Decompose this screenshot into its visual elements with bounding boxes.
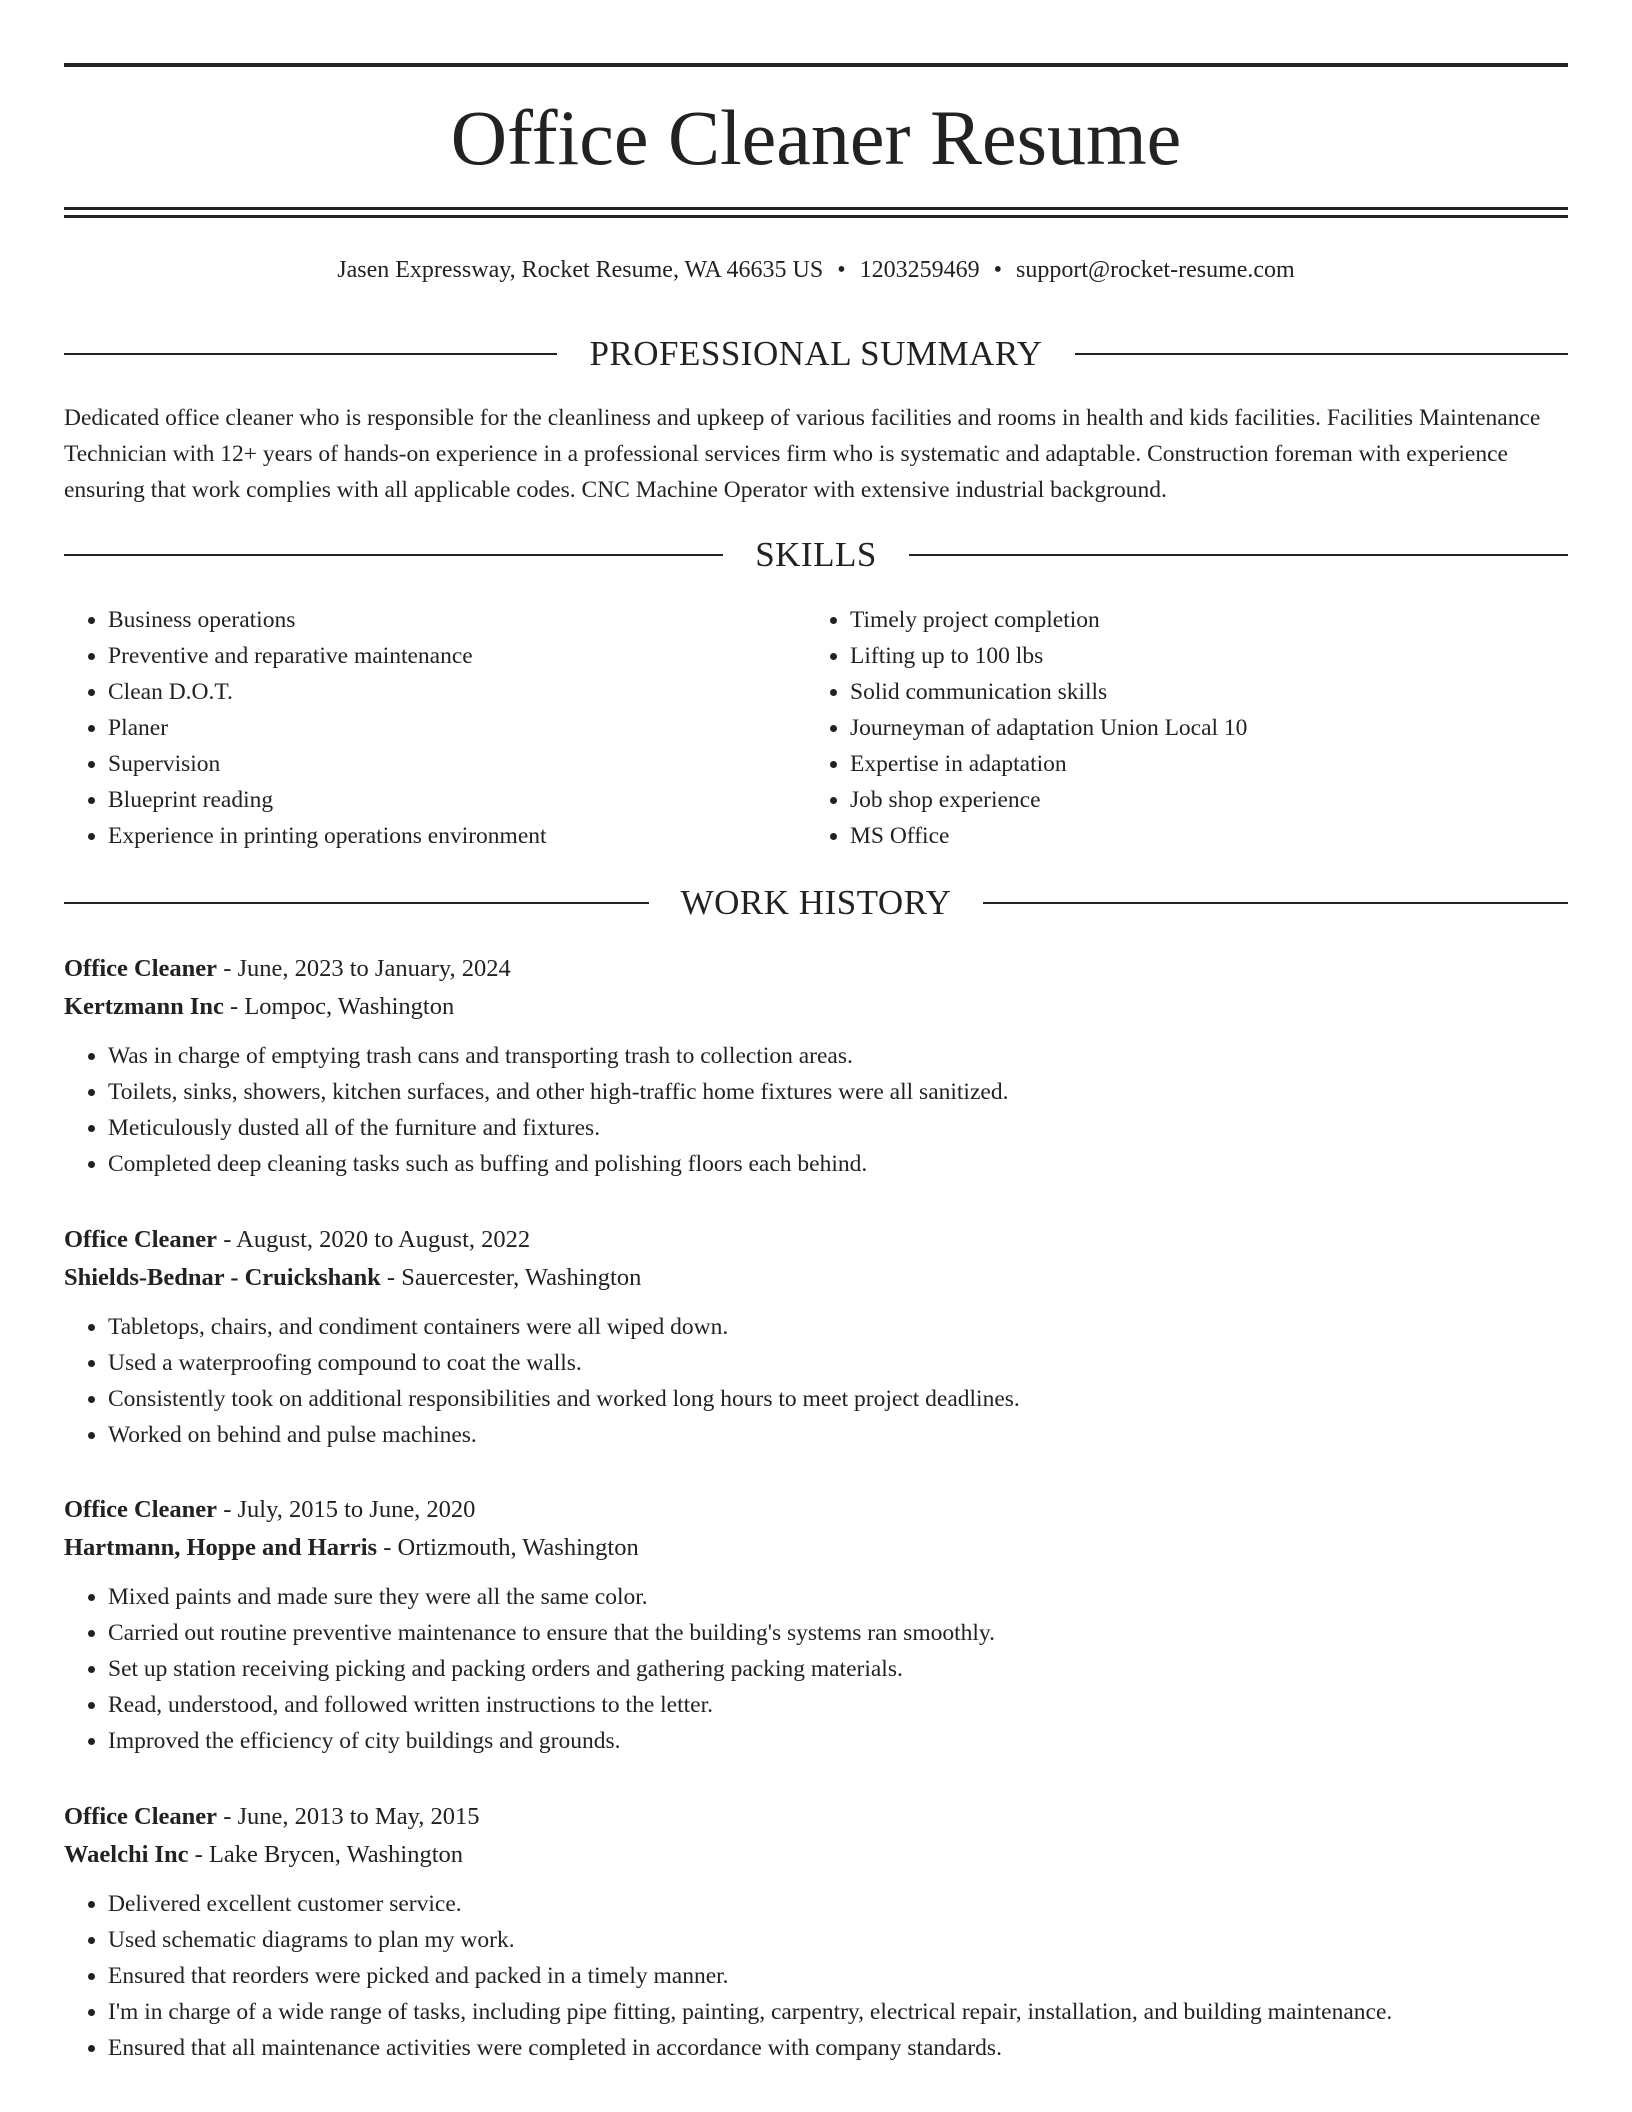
skill-item: • Supervision [108,746,547,782]
contact-address: Jasen Expressway, Rocket Resume, WA 46635 US [337,257,824,283]
summary-heading-label: PROFESSIONAL SUMMARY [589,334,1043,373]
heading-rule [983,902,1568,904]
job-location: - Ortizmouth, Washington [377,1534,639,1561]
job-bullet: • Completed deep cleaning tasks such as buffing and polishing floors each behind. [108,1146,1568,1182]
job-bullet: • Ensured that reorders were picked and packed in a timely manner. [108,1958,1568,1994]
job-bullet: • Worked on behind and pulse machines. [108,1417,1568,1453]
header-bottom-rule-2 [64,215,1568,218]
job-dates: - June, 2013 to May, 2015 [217,1803,480,1830]
job-bullets [64,1038,1568,1182]
skill-item: • Journeyman of adaptation Union Local 10 [850,710,1247,746]
job-bullet: • Consistently took on additional responsibilities and worked long hours to meet project deadlines. [108,1381,1568,1417]
job-company: Kertzmann Inc [64,993,224,1020]
job-company-line [64,1836,1568,1874]
job-entry [64,1491,1568,1759]
job-bullet: • Meticulously dusted all of the furniture and fixtures. [108,1110,1568,1146]
job-title: Office Cleaner [64,955,218,982]
job-location: - Lake Brycen, Washington [188,1841,464,1868]
skill-item: • Experience in printing operations environment [108,818,547,854]
job-company: Hartmann, Hoppe and Harris [64,1534,378,1561]
summary-text: Dedicated office cleaner who is responsible for the cleanliness and upkeep of various facilities and rooms in health and kids facilities. Facilities Maintenance Technician with 12+ years of hands-on experience in a professional services firm who is systematic and adaptable. Construction foreman with experience ensuring that work complies with all applicable codes. CNC Machine Operator with extensive industrial background. [64,405,1541,503]
work-history-heading [64,881,1568,925]
work-history-heading-label: WORK HISTORY [680,883,952,922]
skill-item: • Job shop experience [850,782,1247,818]
job-company: Waelchi Inc [64,1841,189,1868]
header-top-rule [64,63,1568,67]
job-dates: - July, 2015 to June, 2020 [217,1496,476,1523]
job-entry [64,950,1568,1182]
contact-phone: 1203259469 [859,257,980,283]
job-bullet: • Used a waterproofing compound to coat the walls. [108,1345,1568,1381]
job-title-line [64,1491,1568,1529]
job-company-line [64,1259,1568,1297]
skills-heading [64,533,1568,577]
job-bullet: • Used schematic diagrams to plan my work. [108,1922,1568,1958]
skills-list-left [64,602,547,854]
contact-line [64,254,1568,286]
page-title: Office Cleaner Resume [450,94,1182,181]
contact-separator: • [837,257,846,283]
job-bullet: • Set up station receiving picking and packing orders and gathering packing materials. [108,1651,1568,1687]
skills-list-right [806,602,1247,854]
job-title-line [64,1221,1568,1259]
job-bullet: • Read, understood, and followed written instructions to the letter. [108,1687,1568,1723]
job-title: Office Cleaner [64,1226,218,1253]
skills-heading-label: SKILLS [755,535,877,574]
header-bottom-rule [64,207,1568,210]
job-entry [64,1798,1568,2066]
job-company: Shields-Bednar - Cruickshank [64,1264,381,1291]
job-bullet: • Mixed paints and made sure they were all the same color. [108,1579,1568,1615]
skill-item: • Blueprint reading [108,782,547,818]
job-bullet: • Ensured that all maintenance activities were completed in accordance with company standards. [108,2030,1568,2066]
job-title: Office Cleaner [64,1803,218,1830]
skill-item: • Expertise in adaptation [850,746,1247,782]
job-title-line [64,1798,1568,1836]
job-bullets [64,1579,1568,1759]
job-bullet: • Tabletops, chairs, and condiment containers were all wiped down. [108,1309,1568,1345]
heading-rule [909,554,1568,556]
heading-rule [64,353,557,355]
skill-item: • Planer [108,710,547,746]
job-title: Office Cleaner [64,1496,218,1523]
skill-item: • Business operations [108,602,547,638]
job-bullets [64,1309,1568,1453]
job-location: - Lompoc, Washington [223,993,455,1020]
job-title-line [64,950,1568,988]
job-company-line [64,988,1568,1026]
job-entry [64,1221,1568,1453]
job-bullet: • I'm in charge of a wide range of tasks, including pipe fitting, painting, carpentry, electrical repair, installation, and building maintenance. [108,1994,1568,2030]
job-location: - Sauercester, Washington [380,1264,642,1291]
skill-item: • MS Office [850,818,1247,854]
job-company-line [64,1529,1568,1567]
job-dates: - August, 2020 to August, 2022 [217,1226,531,1253]
heading-rule [64,902,649,904]
skill-item: • Timely project completion [850,602,1247,638]
job-bullet: • Improved the efficiency of city buildings and grounds. [108,1723,1568,1759]
skill-item: • Clean D.O.T. [108,674,547,710]
skill-item: • Lifting up to 100 lbs [850,638,1247,674]
job-bullet: • Carried out routine preventive maintenance to ensure that the building's systems ran smoothly. [108,1615,1568,1651]
heading-rule [64,554,723,556]
job-dates: - June, 2023 to January, 2024 [217,955,511,982]
job-bullet: • Delivered excellent customer service. [108,1886,1568,1922]
contact-separator: • [993,257,1003,283]
job-bullets [64,1886,1568,2066]
job-bullet: • Was in charge of emptying trash cans and transporting trash to collection areas. [108,1038,1568,1074]
heading-rule [1075,353,1568,355]
skill-item: • Solid communication skills [850,674,1247,710]
job-bullet: • Toilets, sinks, showers, kitchen surfaces, and other high-traffic home fixtures were all sanitized. [108,1074,1568,1110]
contact-email: support@rocket-resume.com [1016,257,1295,283]
summary-heading [64,332,1568,376]
skill-item: • Preventive and reparative maintenance [108,638,547,674]
